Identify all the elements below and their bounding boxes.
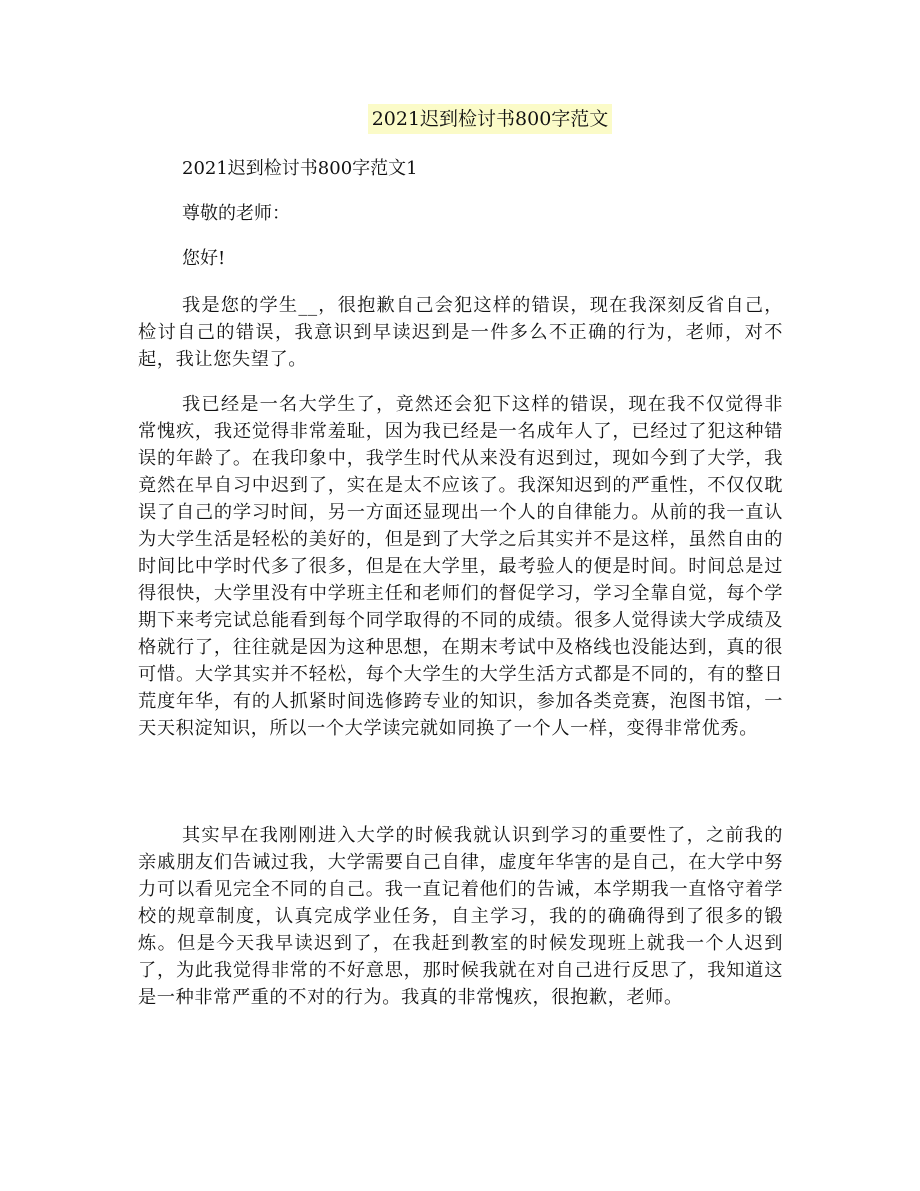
- document-title: 2021迟到检讨书800字范文: [368, 104, 613, 134]
- salutation: 尊敬的老师：: [182, 203, 290, 224]
- greeting: 您好!: [182, 248, 226, 269]
- title-container: [0, 104, 920, 134]
- document-subtitle: 2021迟到检讨书800字范文1: [182, 158, 418, 179]
- paragraph-3: 其实早在我刚刚进入大学的时候我就认识到学习的重要性了，之前我的亲戚朋友们告诫过我，大学需要自己自律，虚度年华害的是自己，在大学中努力可以看见完全不同的自己。我一直记着他们的告诫，本学期我一直恪守着学校的规章制度，认真完成学业任务，自主学习，我的的确确得到了很多的锻炼。但是今天我早读迟到了，在我赶到教室的时候发现班上就我一个人迟到了，为此我觉得非常的不好意思，那时候我就在对自己进行反思了，我知道这是一种非常严重的不对的行为。我真的非常愧疚，很抱歉，老师。: [138, 825, 783, 1008]
- paragraph-2: 我已经是一名大学生了，竟然还会犯下这样的错误，现在我不仅觉得非常愧疚，我还觉得非常羞耻，因为我已经是一名成年人了，已经过了犯这种错误的年龄了。在我印象中，我学生时代从来没有迟到过，现如今到了大学，我竟然在早自习中迟到了，实在是太不应该了。我深知迟到的严重性，不仅仅耽误了自己的学习时间，另一方面还显现出一个人的自律能力。从前的我一直认为大学生活是轻松的美好的，但是到了大学之后其实并不是这样，虽然自由的时间比中学时代多了很多，但是在大学里，最考验人的便是时间。时间总是过得很快，大学里没有中学班主任和老师们的督促学习，学习全靠自觉，每个学期下来考完试总能看到每个同学取得的不同的成绩。很多人觉得读大学成绩及格就行了，往往就是因为这种思想，在期末考试中及格线也没能达到，真的很可惜。大学其实并不轻松，每个大学生的大学生活方式都是不同的，有的整日荒度年华，有的人抓紧时间选修跨专业的知识，参加各类竞赛，泡图书馆，一天天积淀知识，所以一个大学读完就如同换了一个人一样，变得非常优秀。: [138, 394, 783, 739]
- paragraph-1: 我是您的学生__，很抱歉自己会犯这样的错误，现在我深刻反省自己，检讨自己的错误，我意识到早读迟到是一件多么不正确的行为，老师，对不起，我让您失望了。: [138, 295, 783, 370]
